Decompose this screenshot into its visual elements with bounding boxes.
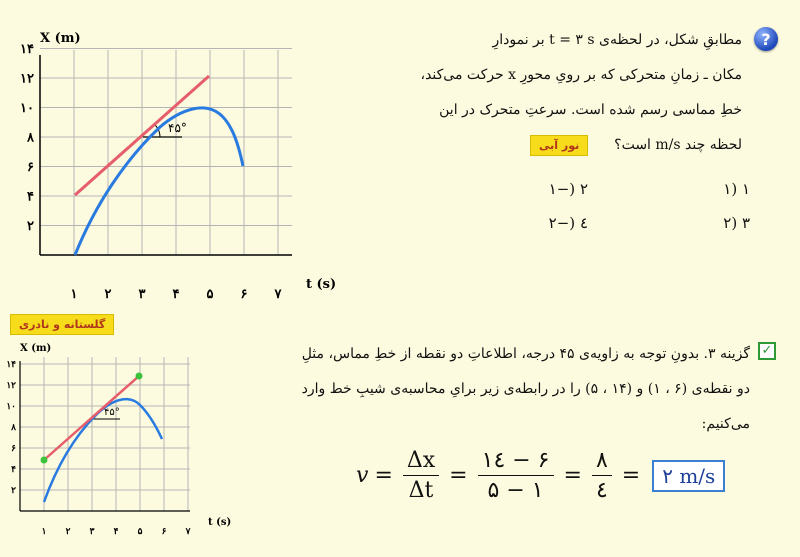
x-axis-label: t (s) [306, 277, 337, 292]
y-tick-label: ۱۴ [6, 360, 16, 370]
delta-x: Δx [403, 448, 439, 476]
question-line-2: مکان ـ زمانِ متحرکی که بر رویِ محورِ x حرکت می‌کند، [420, 67, 742, 83]
delta-t: Δt [408, 478, 434, 503]
answer-line-3: می‌کنیم: [701, 416, 750, 432]
answer-line-1: گزینه ۳. بدونِ توجه به زاویه‌ی ۴۵ درجه، اطلاعاتِ دو نقطه از خطِ مماس، مثلِ [301, 346, 750, 362]
x-axis-label: t (s) [208, 517, 232, 528]
y-tick-label: ۸ [11, 423, 16, 433]
numerator-values: ۱٤ − ۶ [478, 448, 554, 476]
fraction-values [478, 448, 554, 503]
x-tick-label: ۶ [161, 527, 167, 537]
option-1[interactable]: ۱ (۱ [723, 180, 750, 198]
tangent-point-start [41, 457, 48, 464]
denominator-result: ٤ [595, 478, 608, 503]
x-tick-label: ۱ [70, 287, 78, 302]
option-3[interactable]: ۳ (۲ [723, 214, 750, 232]
x-tick-label: ۲ [65, 527, 71, 537]
velocity-equation: v = $\frac{\Delta x}{\Delta t}$ = $\frac{۱٤ - ۶}{۵ - ۱}$ = $\frac{۸}{٤}$ = ۲ m/s [356, 448, 725, 503]
question-line-4: لحظه چند m/s است؟ [614, 137, 742, 153]
y-tick-label: ۸ [27, 130, 34, 146]
y-tick-label: ۶ [11, 444, 16, 454]
x-tick-label: ۴ [172, 287, 180, 302]
velocity-symbol: v [356, 463, 369, 488]
y-tick-label: ۱۰ [20, 100, 34, 116]
y-tick-label: ۲ [11, 486, 16, 496]
angle-label: ۴۵° [168, 121, 187, 135]
y-tick-label: ۱۴ [20, 41, 34, 57]
question-line-3: خطِ مماسی رسم شده است. سرعتِ متحرک در این [439, 102, 742, 118]
x-tick-label: ۷ [274, 287, 282, 302]
y-tick-label: ۱۲ [20, 71, 34, 87]
angle-label: ۴۵° [104, 407, 120, 418]
y-tick-label: ۱۰ [6, 402, 16, 412]
numerator-result: ۸ [592, 448, 612, 476]
fraction-delta [403, 448, 439, 503]
help-icon[interactable]: ? [754, 27, 778, 51]
fraction-result [592, 448, 612, 503]
position-curve [44, 399, 162, 502]
x-tick-label: ۳ [138, 287, 146, 302]
answer-box: ۲ m/s [652, 460, 725, 492]
option-2[interactable]: ۲ (−۱ [548, 180, 588, 198]
checkmark-icon: ✓ [758, 342, 776, 360]
answer-line-2: دو نقطه‌ی (۶ ، ۱) و (۱۴ ، ۵) را در رابطه‌ی زیر برایِ محاسبه‌ی شیبِ خط وارد [301, 381, 750, 397]
x-tick-label: ۵ [137, 527, 143, 537]
denominator-values: ۵ − ۱ [487, 478, 544, 503]
source-tag-answer: گلستانه و نادری [10, 314, 114, 335]
y-tick-label: ۶ [27, 159, 34, 175]
position-curve [75, 108, 243, 255]
question-line-1: مطابقِ شکل، در لحظه‌ی t = ۳ s بر نمودارِ [492, 32, 742, 48]
x-tick-label: ۲ [104, 287, 112, 302]
x-tick-label: ۱ [41, 527, 47, 537]
tangent-point-end [136, 373, 143, 380]
x-tick-label: ۷ [185, 527, 191, 537]
x-tick-label: ۶ [240, 287, 248, 302]
y-tick-label: ۱۲ [6, 381, 16, 391]
x-tick-label: ۴ [113, 527, 119, 537]
x-tick-label: ۳ [89, 527, 95, 537]
source-tag-question: نور آبی [530, 135, 588, 156]
y-tick-label: ۴ [27, 189, 34, 205]
position-time-graph-large [0, 0, 350, 310]
position-time-graph-small [0, 335, 240, 557]
y-axis-label: X (m) [40, 31, 81, 46]
option-4[interactable]: ٤ (−۲ [548, 214, 588, 232]
y-tick-label: ۲ [27, 218, 34, 234]
x-tick-label: ۵ [206, 287, 214, 302]
y-axis-label: X (m) [20, 343, 52, 354]
y-tick-label: ۴ [11, 465, 16, 475]
